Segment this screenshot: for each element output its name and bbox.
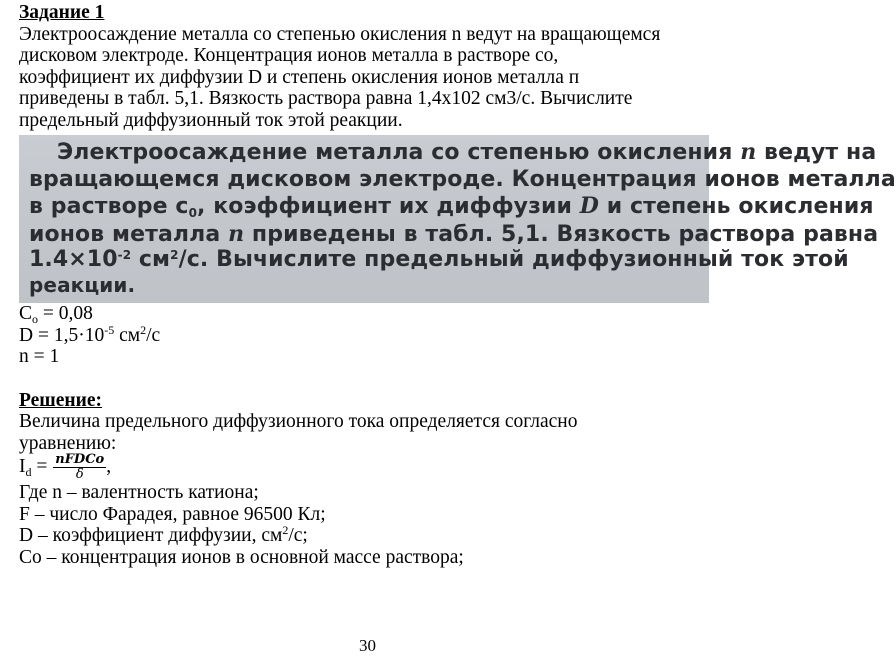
task-text-line-5: предельный диффузионный ток этой реакции.: [19, 109, 403, 131]
given-d: $D = 1,5\cdot 10^{-5}$ $см^2/с$: [19, 322, 161, 346]
photo-line-6: реакции.: [29, 273, 136, 297]
task-text-line-3: коэффициент их диффузии D и степень окисления ионов металла п: [19, 66, 580, 88]
photo-line-2: вращающемся дисковом электроде. Концентрация ионов металла: [29, 167, 896, 192]
solution-heading: Решение:: [19, 389, 103, 411]
where-line-1: Где n – валентность катиона;: [19, 482, 259, 504]
given-co: $C_o = 0,08$: [19, 303, 93, 326]
task-text-line-1: Электроосаждение металла со степенью окисления n ведут на вращающемся: [19, 23, 661, 45]
page-number: 30: [359, 636, 376, 655]
given-n: n = 1: [19, 346, 60, 367]
textbook-photo: [19, 135, 896, 303]
task-text-line-2: дисковом электроде. Концентрация ионов металла в растворе со,: [19, 45, 559, 66]
task-text-line-4: приведены в табл. 5,1. Вязкость раствора равна 1,4х102 см3/с. Вычислите: [19, 88, 633, 109]
where-line-4: Со – концентрация ионов в основной массе раствора;: [19, 546, 464, 568]
formula: $I_d$ = $\frac{\text{nFDCo}}{\delta}$ ,: [19, 452, 112, 483]
solution-heading-line: [19, 390, 722, 412]
photo-line-3: в растворе $c_0$, коэффициент их диффузии D и степень окисления: [29, 193, 874, 220]
page-content: [19, 0, 896, 568]
photo-line-5: $1.4\times 10^{-2}$ $см^2/с$. Вычислите предельный диффузионный ток этой: [29, 247, 849, 272]
photo-line-1: Электроосаждение металла со степенью окисления n ведут на: [57, 139, 877, 165]
solution-line-1: Величина предельного диффузионного тока определяется согласно: [19, 411, 578, 432]
task-heading-line: [19, 2, 722, 24]
where-line-3: D – коэффициент диффузии, $см^2/с$;: [19, 523, 308, 547]
where-line-2: F – число Фарадея, равное 96500 Кл;: [19, 503, 326, 525]
formula-fraction: $\frac{\text{nFDCo}}{\delta}$: [55, 452, 105, 483]
solution-line-2: уравнению:: [19, 432, 117, 454]
spacer: [19, 368, 722, 390]
task-heading: Задание 1: [19, 2, 105, 23]
photo-line-4: ионов металла n приведены в табл. 5,1. Вязкость раствора равна: [29, 221, 879, 247]
